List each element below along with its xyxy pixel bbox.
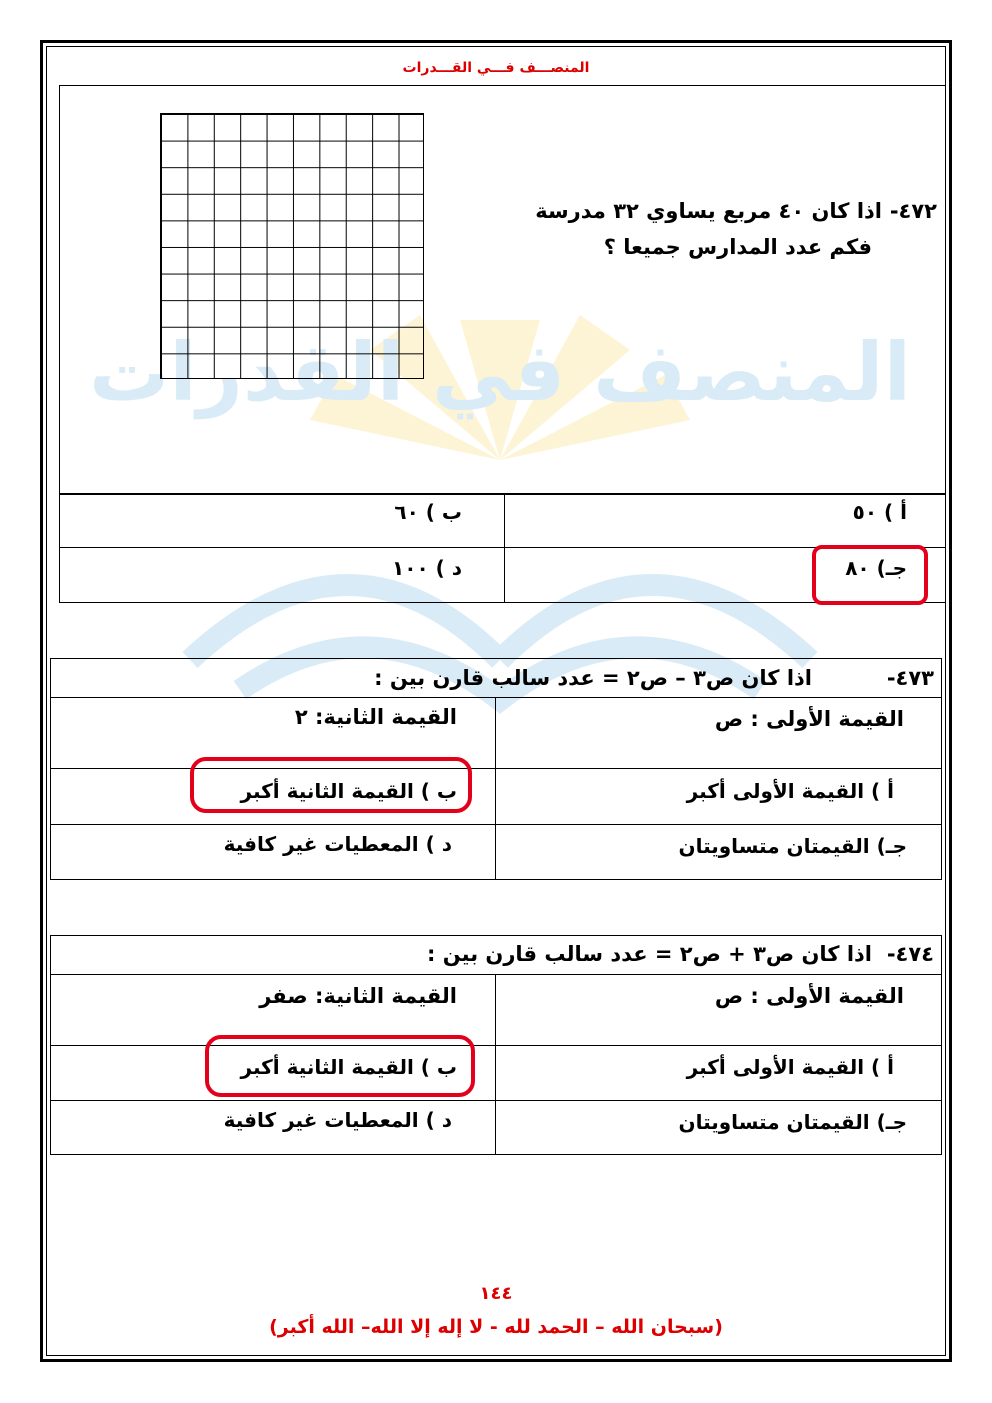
q473-number: ٤٧٣- [886,666,934,690]
q472-line2: فكم عدد المدارس جميعا ؟ [603,235,872,259]
q474-stem-divider [50,974,942,975]
q473-answer-mark [190,757,472,813]
watermark-text: المنصف في القدرات [89,326,911,419]
q474-stem: اذا كان ص٣ + ص٢ = عدد سالب قارن بين : [427,942,872,966]
q474-second-value: القيمة الثانية: صفر [259,984,457,1008]
page-header: المنصـــف فـــي القـــدرات [402,60,590,76]
q472-answer-mark [812,545,928,605]
q472-row-divider [59,547,946,548]
q474-values-divider [50,1045,942,1046]
q473-option-b[interactable]: ب ) القيمة الثانية أكبر [240,779,457,803]
q472-option-c[interactable]: جـ) ٨٠ [845,556,907,580]
q473-col-divider [495,697,496,880]
q474-answer-mark [205,1035,475,1097]
q474-col-divider [495,974,496,1155]
q472-option-d[interactable]: د ) ١٠٠ [392,556,462,580]
q473-option-d[interactable]: د ) المعطيات غير كافية [223,832,452,856]
q472-number: ٤٧٢- [889,199,937,223]
q472-option-a[interactable]: أ ) ٥٠ [852,500,907,524]
q473-option-a[interactable]: أ ) القيمة الأولى أكبر [686,779,894,803]
q472-square-grid [160,113,424,379]
q474-option-c[interactable]: جـ) القيمتان متساويتان [678,1110,907,1134]
q472-line1: اذا كان ٤٠ مربع يساوي ٣٢ مدرسة [535,199,882,223]
q473-stem: اذا كان ص٣ – ص٢ = عدد سالب قارن بين : [374,666,812,690]
page-number: ١٤٤ [479,1283,513,1304]
footer-dhikr: (سبحان الله – الحمد لله - لا إله إلا الله– الله أكبر) [269,1316,723,1338]
q473-values-divider [50,768,942,769]
q473-first-value: القيمة الأولى : ص [714,707,904,731]
q473-second-value: القيمة الثانية: ٢ [294,705,457,729]
q474-option-a[interactable]: أ ) القيمة الأولى أكبر [686,1055,894,1079]
q474-number: ٤٧٤- [886,942,934,966]
q472-col-divider [504,493,505,603]
q473-options-divider [50,824,942,825]
q474-first-value: القيمة الأولى : ص [714,984,904,1008]
q473-option-c[interactable]: جـ) القيمتان متساويتان [678,834,907,858]
q474-options-divider [50,1100,942,1101]
q474-option-d[interactable]: د ) المعطيات غير كافية [223,1108,452,1132]
q472-option-b[interactable]: ب ) ٦٠ [394,500,462,524]
q473-stem-divider [50,697,942,698]
q474-option-b[interactable]: ب ) القيمة الثانية أكبر [240,1055,457,1079]
